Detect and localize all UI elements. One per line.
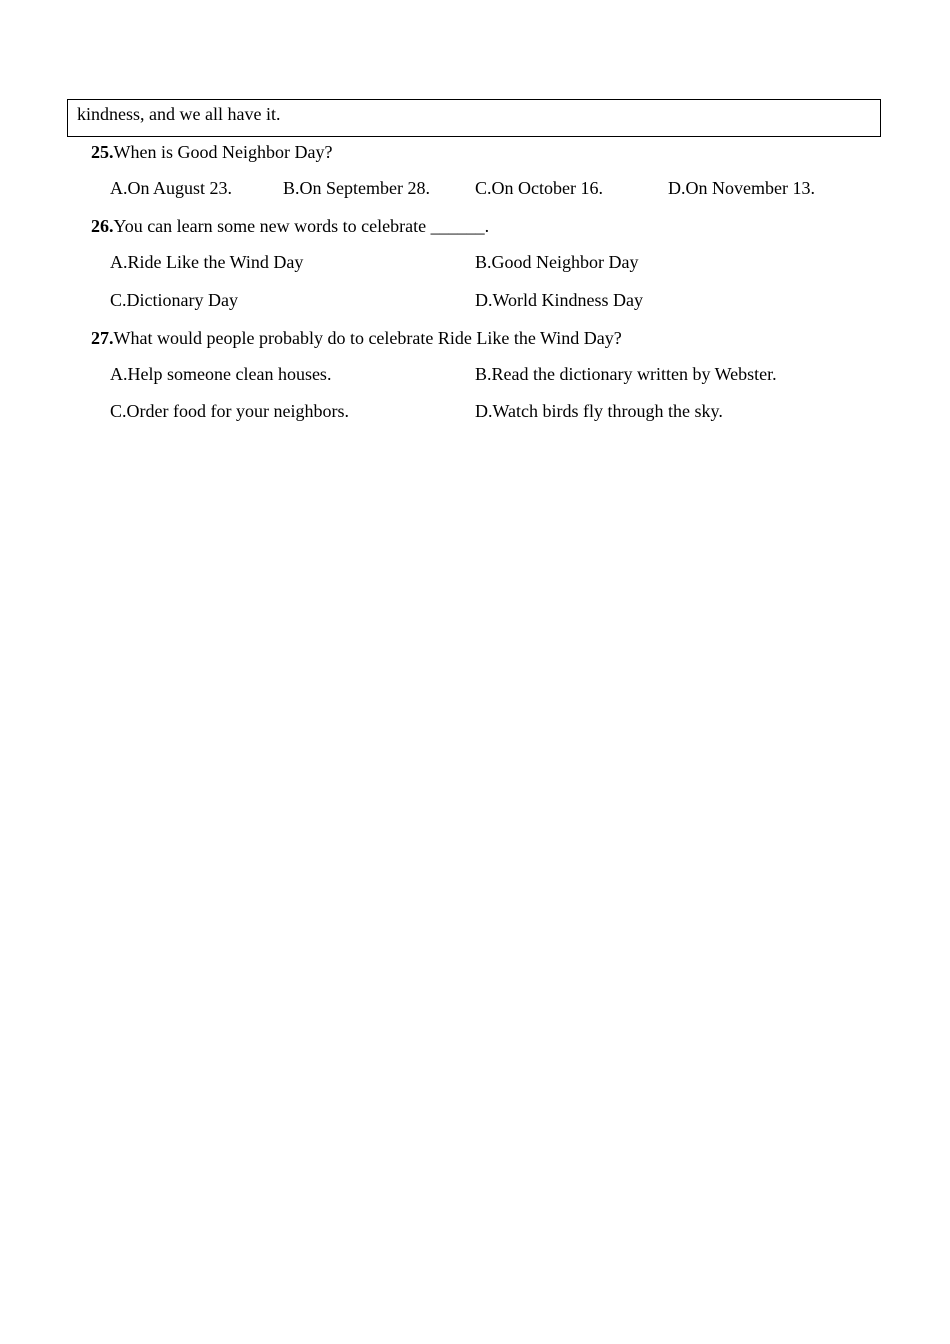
question-text: What would people probably do to celebrate Ride Like the Wind Day? (113, 328, 622, 348)
passage-box (67, 99, 881, 137)
q25-option-d: D.On November 13. (668, 178, 815, 198)
question-number: 27. (91, 328, 114, 348)
question-text: You can learn some new words to celebrate ______. (113, 216, 490, 236)
question-26 (91, 215, 489, 237)
q25-option-b: B.On September 28. (283, 178, 430, 198)
passage-tail-text: kindness, and we all have it. (77, 104, 281, 124)
q25-option-a: A.On August 23. (110, 178, 233, 198)
question-27 (91, 327, 622, 349)
q27-option-b: B.Read the dictionary written by Webster. (475, 364, 777, 384)
q26-option-d: D.World Kindness Day (475, 290, 644, 310)
q27-option-c: C.Order food for your neighbors. (110, 401, 349, 421)
q25-option-c: C.On October 16. (475, 178, 603, 198)
question-number: 26. (91, 216, 114, 236)
q26-option-a: A.Ride Like the Wind Day (110, 252, 304, 272)
question-number: 25. (91, 142, 114, 162)
q27-option-d: D.Watch birds fly through the sky. (475, 401, 723, 421)
q26-option-c: C.Dictionary Day (110, 290, 238, 310)
q26-option-b: B.Good Neighbor Day (475, 252, 639, 272)
q27-option-a: A.Help someone clean houses. (110, 364, 332, 384)
question-25 (91, 141, 332, 163)
question-text: When is Good Neighbor Day? (113, 142, 333, 162)
